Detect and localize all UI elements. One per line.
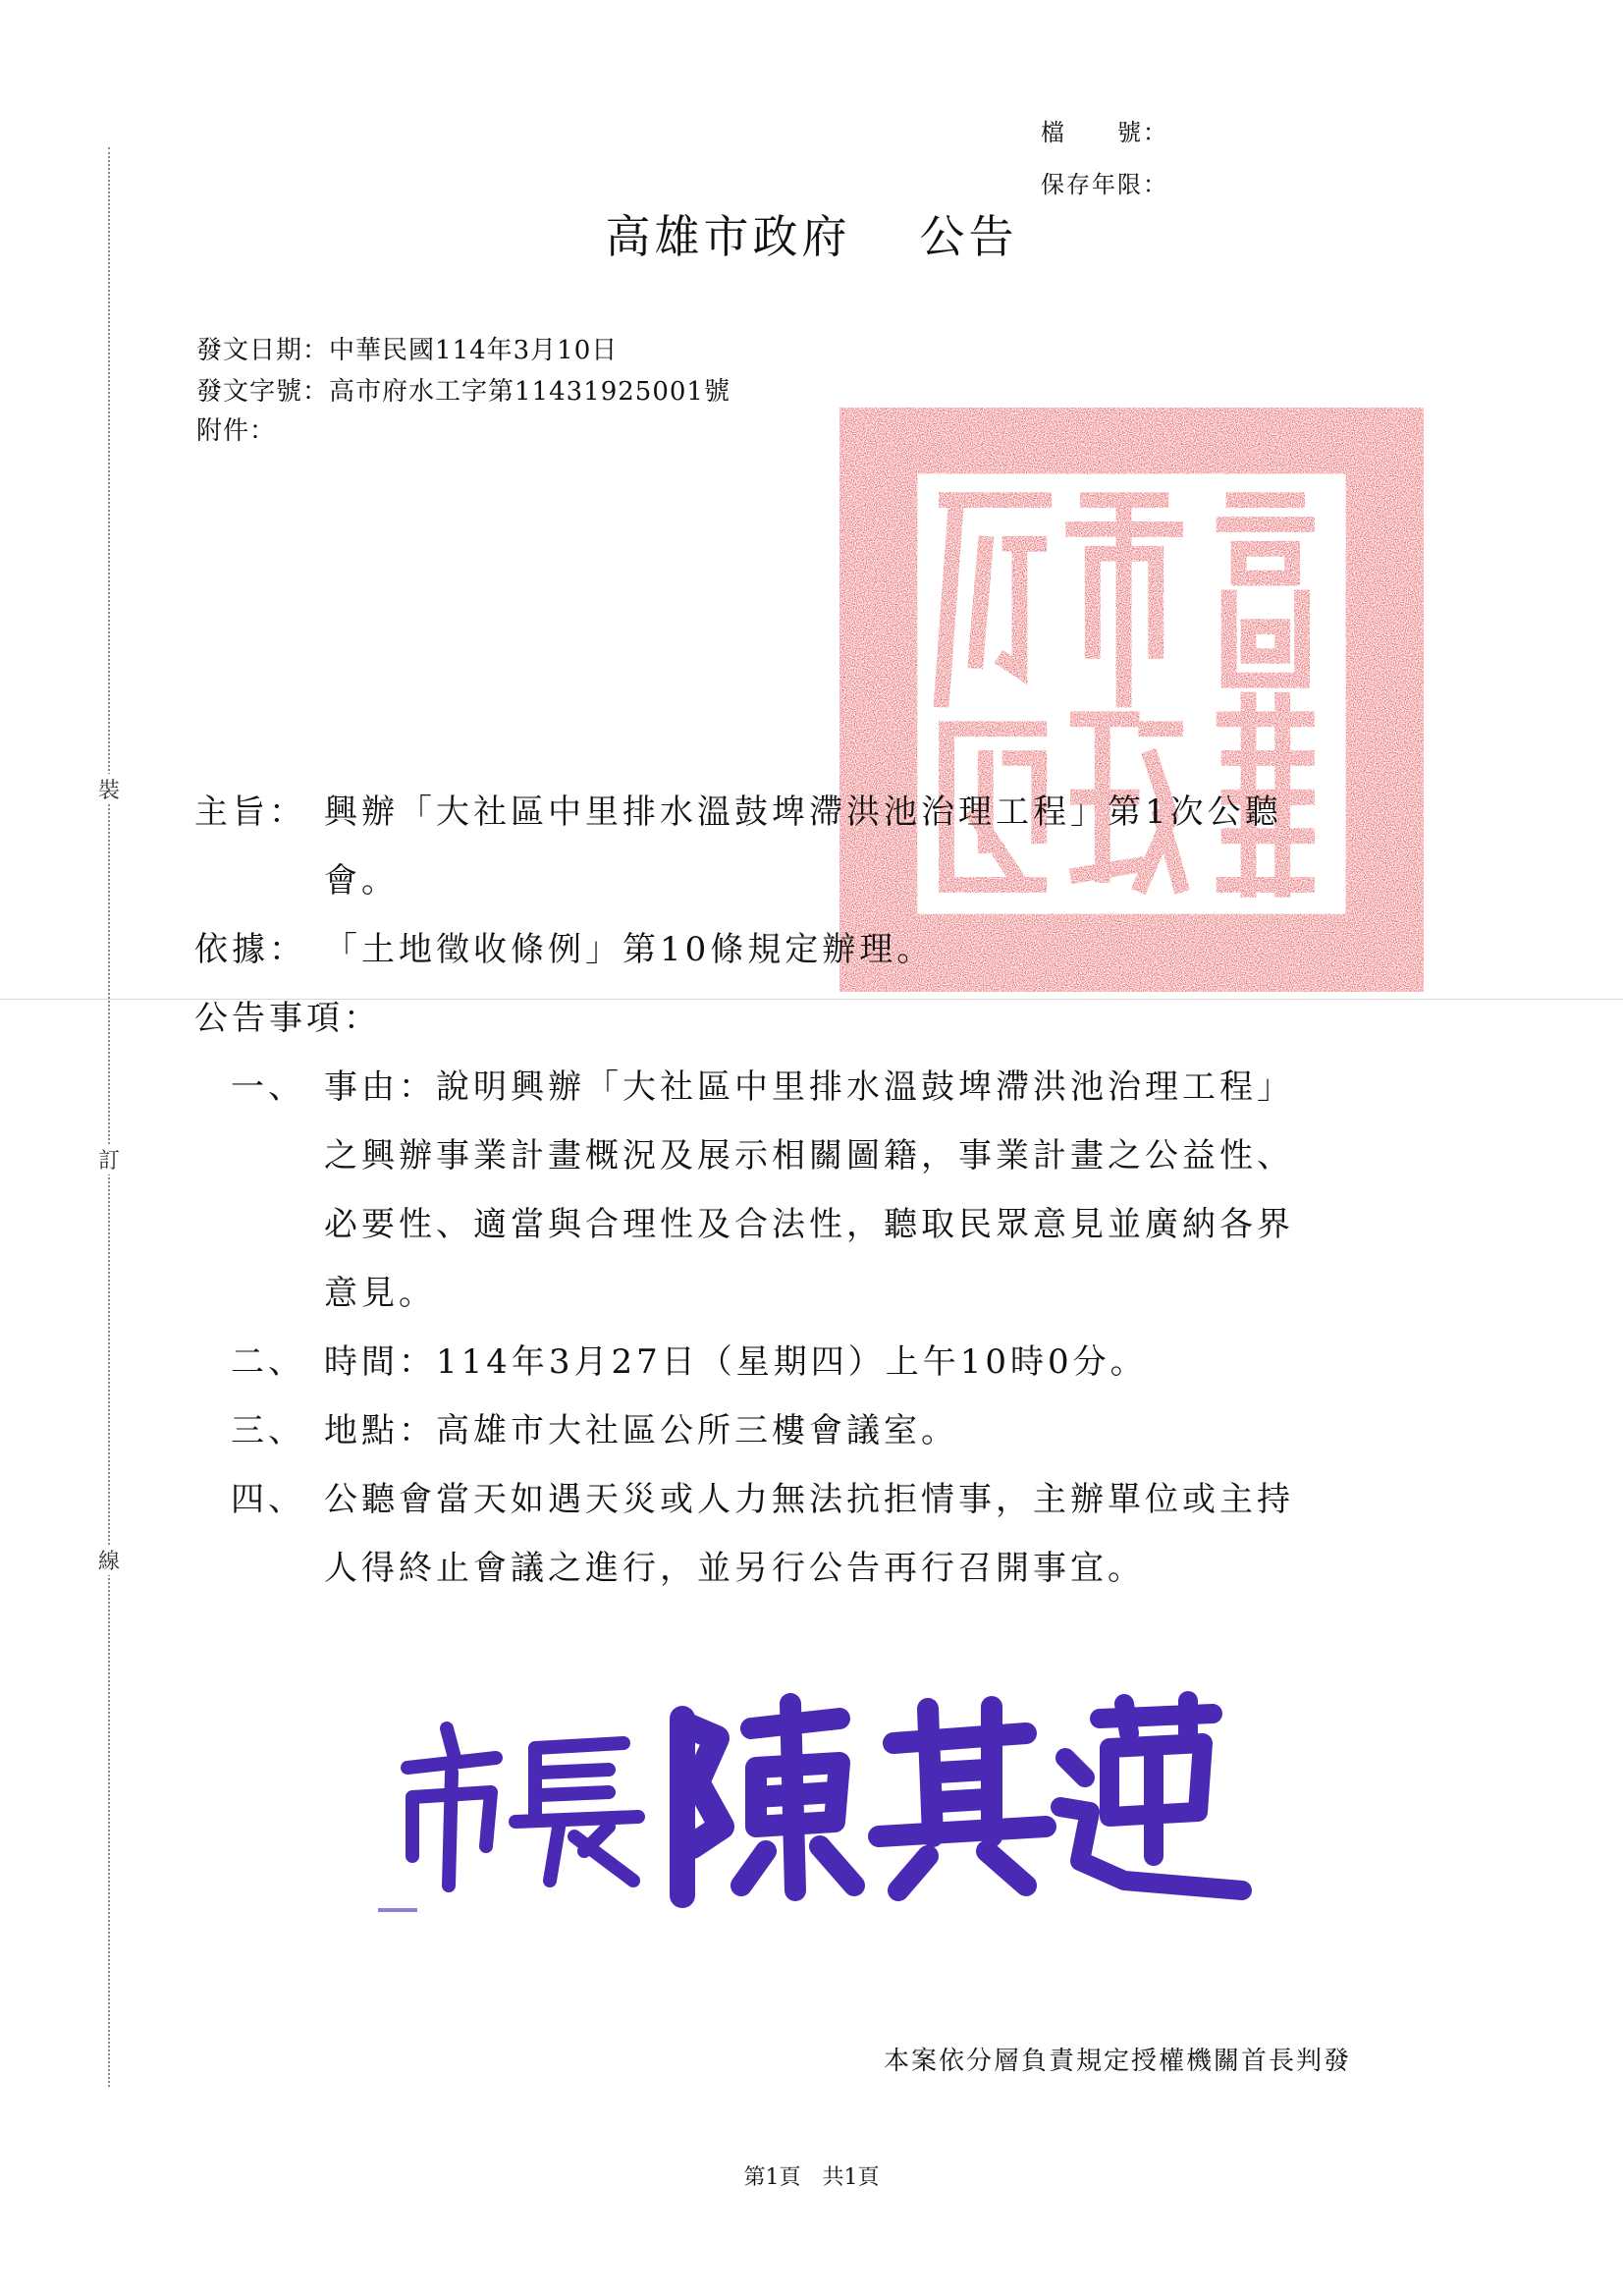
basis-text: 「土地徵收條例」第10條規定辦理。 (324, 930, 935, 969)
notice-item-2-number: 二、 (231, 1342, 305, 1382)
notice-label: 公告事項： (194, 999, 381, 1038)
file-number-label: 檔 號： (1041, 119, 1168, 146)
reference-number-label: 發文字號： (196, 377, 330, 407)
document-type: 公告 (919, 210, 1018, 263)
reference-number-value: 高市府水工字第11431925001號 (329, 377, 730, 407)
mayor-signature-stamp (378, 1689, 1262, 1915)
binding-mark-xian: 線 (98, 1545, 120, 1575)
notice-item-1-line-4: 意見。 (324, 1274, 436, 1313)
subject-label: 主旨： (194, 793, 306, 832)
issue-date-row (196, 330, 618, 366)
attachment-label: 附件： (196, 416, 277, 446)
issue-date-label: 發文日期： (196, 336, 330, 365)
notice-item-1-number: 一、 (231, 1067, 305, 1107)
notice-item-1-line-1: 事由：說明興辦「大社區中里排水溫鼓埤滯洪池治理工程」 (324, 1067, 1294, 1107)
notice-item-4-line-2: 人得終止會議之進行，並另行公告再行召開事宜。 (324, 1549, 1145, 1588)
notice-item-2-line-1: 時間：114年3月27日（星期四）上午10時0分。 (324, 1342, 1148, 1382)
issue-date-value: 中華民國114年3月10日 (329, 336, 619, 365)
binding-mark-zhuang: 裝 (98, 774, 120, 804)
subject-line-2: 會。 (324, 861, 399, 901)
notice-item-3-line-1: 地點：高雄市大社區公所三樓會議室。 (324, 1411, 958, 1450)
reference-number-row (196, 371, 730, 408)
official-seal-stamp (839, 408, 1424, 992)
retention-period-label: 保存年限： (1041, 171, 1168, 198)
page-number: 第1頁 共1頁 (743, 2165, 880, 2190)
notice-item-3-number: 三、 (231, 1411, 305, 1450)
page-title (0, 201, 1623, 266)
delegation-note: 本案依分層負責規定授權機關首長判發 (884, 2047, 1352, 2076)
binding-dotted-line (108, 147, 110, 2087)
basis-label: 依據： (194, 930, 306, 969)
notice-item-1-line-3: 必要性、適當與合理性及合法性，聽取民眾意見並廣納各界 (324, 1205, 1294, 1244)
notice-item-4-line-1: 公聽會當天如遇天災或人力無法抗拒情事，主辦單位或主持 (324, 1480, 1294, 1519)
issuing-org: 高雄市政府 (605, 210, 851, 263)
notice-item-1-line-2: 之興辦事業計畫概況及展示相關圖籍，事業計畫之公益性、 (324, 1136, 1294, 1175)
notice-item-4-number: 四、 (231, 1480, 305, 1519)
binding-mark-ding: 訂 (98, 1144, 120, 1175)
subject-line-1: 興辦「大社區中里排水溫鼓埤滯洪池治理工程」第1次公聽 (324, 793, 1282, 832)
